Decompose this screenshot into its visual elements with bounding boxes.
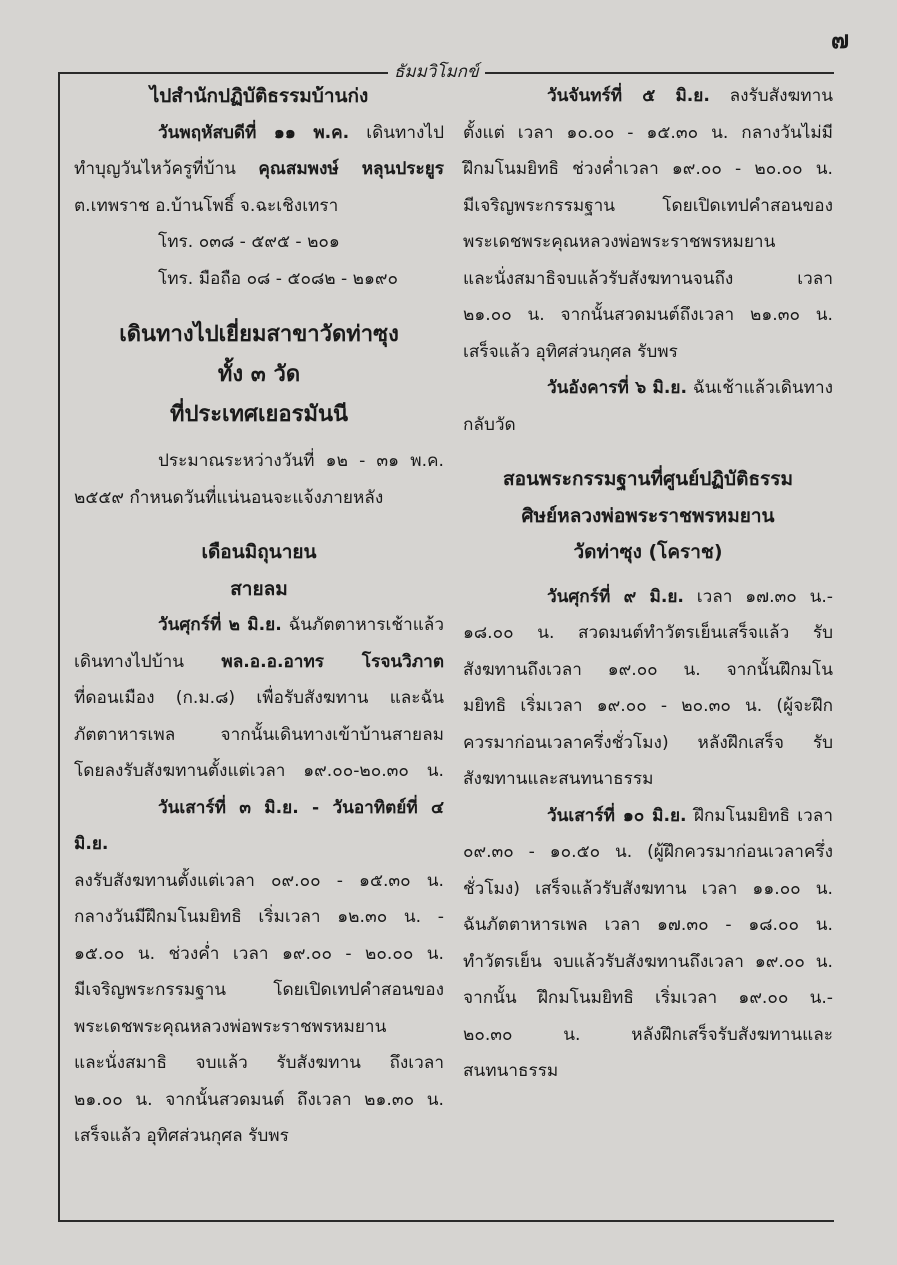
text-line: สังฆทานถึงเวลา ๑๙.๐๐ น. จากนั้นฝึกมโน [463,659,833,680]
heading-germany-1: เดินทางไปเยี่ยมสาขาวัดท่าซุง [119,322,399,347]
text-line: มยิทธิ เริ่มเวลา ๑๙.๐๐ - ๒๐.๓๐ น. (ผู้จะฝึก [463,696,833,716]
text-line: ๒๑.๐๐ น. จากนั้นสวดมนต์ ถึงเวลา ๒๑.๓๐ น. [74,1089,444,1110]
text-line: เสร็จแล้ว อุทิศส่วนกุศล รับพร [74,1126,289,1146]
text-line: เสร็จแล้ว อุทิศส่วนกุศล รับพร [463,341,678,362]
heading-germany-3: ที่ประเทศเยอรมันนี [169,402,349,427]
text-line: ภัตตาหารเพล จากนั้นเดินทางเข้าบ้านสายลม [74,724,444,745]
heading-korat-1: สอนพระกรรมฐานที่ศูนย์ปฏิบัติธรรม [503,468,793,490]
text-line: ชั่วโมง) เสร็จแล้วรับสังฆทาน เวลา ๑๑.๐๐ น. [463,878,833,899]
phone-line: โทร. ๐๓๘ - ๕๙๕ - ๒๐๑ [158,232,340,252]
heading-saylom: สายลม [230,577,288,600]
text-line: วันเสาร์ที่ ๑๐ มิ.ย. ฝึกมโนมยิทธิ เวลา [547,805,833,826]
text-line: พระเดชพระคุณหลวงพ่อพระราชพรหมยาน [74,1016,387,1037]
text-line: และนั่งสมาธิ จบแล้ว รับสังฆทาน ถึงเวลา [74,1053,444,1073]
page-number: ๗ [830,26,849,54]
mobile-line: โทร. มือถือ ๐๘ - ๕๐๘๒ - ๒๑๙๐ [158,268,398,289]
heading-germany-2: ทั้ง ๓ วัด [217,362,301,387]
text-line: ฉันภัตตาหารเพล เวลา ๑๗.๓๐ - ๑๘.๐๐ น. [463,915,833,935]
heading-korat-2: ศิษย์หลวงพ่อพระราชพรหมยาน [521,504,775,527]
text-line: ตั้งแต่ เวลา ๑๐.๐๐ - ๑๕.๓๐ น. กลางวันไม่มี [463,122,833,143]
header-title: ธัมมวิโมกข์ [388,58,485,85]
text-line: ๒๕๕๙ กำหนดวันที่แน่นอนจะแจ้งภายหลัง [74,487,384,508]
text-line: ทำบุญวันไหว้ครูที่บ้าน คุณสมพงษ์ หลุนประยูร [74,159,444,179]
text-line: กลางวันมีฝึกมโนมยิทธิ เริ่มเวลา ๑๒.๓๐ น. - [74,907,444,927]
text-line: ทำวัตรเย็น จบแล้วรับสังฆทานถึงเวลา ๑๙.๐๐ น. [463,951,833,972]
text-line: วันศุกร์ที่ ๙ มิ.ย. เวลา ๑๗.๓๐ น.- [547,586,833,607]
text-line: วันอังคารที่ ๖ มิ.ย. ฉันเช้าแล้วเดินทาง [547,378,833,398]
text-line: พระเดชพระคุณหลวงพ่อพระราชพรหมยาน [463,232,776,252]
text-line: วันศุกร์ที่ ๒ มิ.ย. ฉันภัตตาหารเช้าแล้ว [158,615,444,635]
text-line: กลับวัด [463,414,516,435]
text-line: ควรมาก่อนเวลาครึ่งชั่วโมง) หลังฝึกเสร็จ รับ [463,732,833,753]
text-line: ที่ดอนเมือง (ก.ม.๘) เพื่อรับสังฆทาน และฉัน [74,688,444,708]
text-line: วันเสาร์ที่ ๓ มิ.ย. - วันอาทิตย์ที่ ๔ มิ.ย. [74,797,444,854]
section-heading-bankong: ไปสำนักปฏิบัติธรรมบ้านก่ง [149,85,369,107]
text-line: โดยลงรับสังฆทานตั้งแต่เวลา ๑๙.๐๐-๒๐.๓๐ น. [74,761,444,781]
heading-korat-3: วัดท่าซุง (โคราช) [573,541,723,563]
text-line: วันจันทร์ที่ ๕ มิ.ย. ลงรับสังฆทาน [547,86,834,106]
text-line: จากนั้น ฝึกมโนมยิทธิ เริ่มเวลา ๑๙.๐๐ น.- [463,988,833,1008]
text-line: มีเจริญพระกรรมฐาน โดยเปิดเทปคำสอนของ [463,195,833,216]
right-column [463,78,833,1090]
heading-june: เดือนมิถุนายน [201,541,317,563]
text-line: วันพฤหัสบดีที่ ๑๑ พ.ค. เดินทางไป [158,122,444,143]
text-line: และนั่งสมาธิจบแล้วรับสังฆทานจนถึง เวลา [463,268,833,289]
text-line: เดินทางไปบ้าน พล.อ.อ.อาทร โรจนวิภาต [74,651,444,672]
text-line: มีเจริญพระกรรมฐาน โดยเปิดเทปคำสอนของ [74,980,444,1000]
left-column [74,78,444,1155]
text-line: ๒๐.๓๐ น. หลังฝึกเสร็จรับสังฆทานและ [463,1024,833,1045]
text-line: ๑๘.๐๐ น. สวดมนต์ทำวัตรเย็นเสร็จแล้ว รับ [463,623,833,643]
text-line: สังฆทานและสนทนาธรรม [463,769,654,789]
text-line: ๑๕.๐๐ น. ช่วงค่ำ เวลา ๑๙.๐๐ - ๒๐.๐๐ น. [74,943,444,964]
text-line: ลงรับสังฆทานตั้งแต่เวลา ๐๙.๐๐ - ๑๕.๓๐ น. [74,870,444,891]
text-line: ๐๙.๓๐ - ๑๐.๕๐ น. (ผู้ฝึกควรมาก่อนเวลาครึ่ง [463,842,833,862]
text-line: ประมาณระหว่างวันที่ ๑๒ - ๓๑ พ.ค. [158,451,444,471]
text-line: ๒๑.๐๐ น. จากนั้นสวดมนต์ถึงเวลา ๒๑.๓๐ น. [463,305,833,325]
text-line: ฝึกมโนมยิทธิ ช่วงค่ำเวลา ๑๙.๐๐ - ๒๐.๐๐ น. [463,159,833,179]
text-line: สนทนาธรรม [463,1061,559,1081]
text-line: ต.เทพราช อ.บ้านโพธิ์ จ.ฉะเชิงเทรา [74,195,339,216]
